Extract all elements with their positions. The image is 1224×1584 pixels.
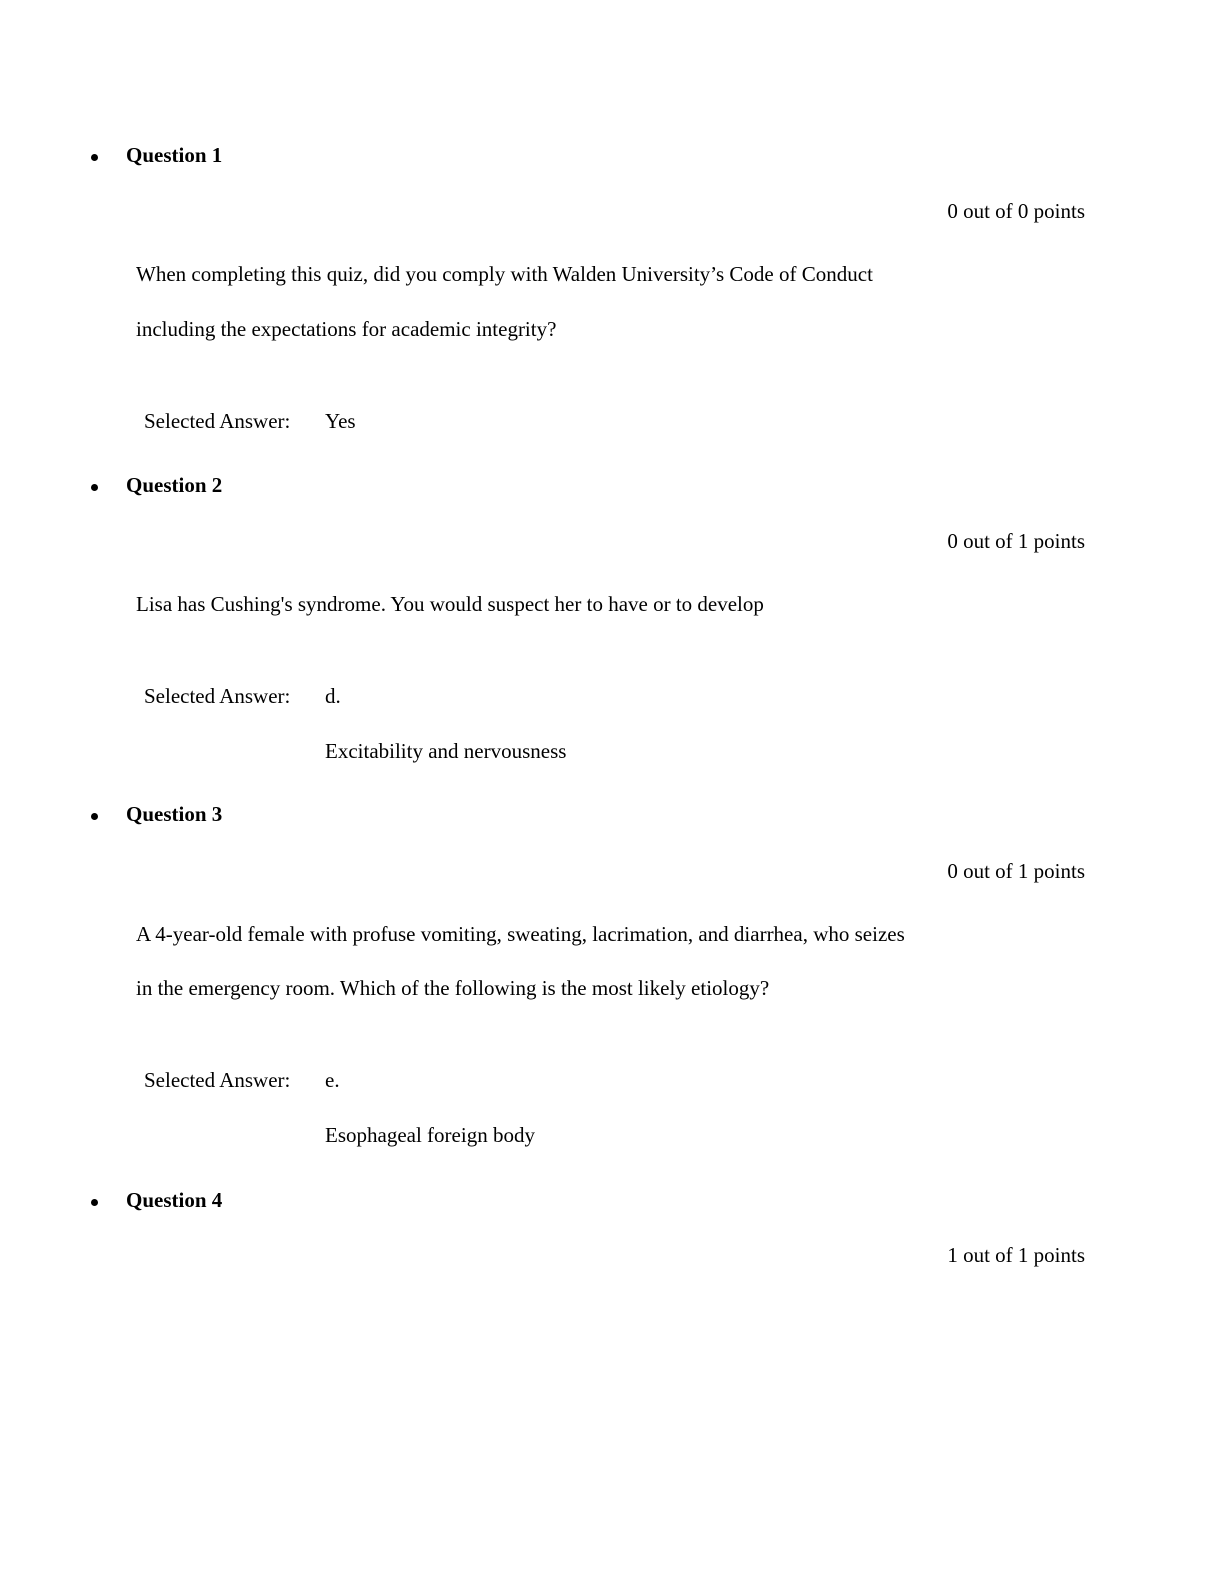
question-title: Question 1 bbox=[126, 143, 223, 167]
selected-answer-text: Esophageal foreign body bbox=[325, 1123, 535, 1147]
question-text-line: including the expectations for academic integrity? bbox=[136, 317, 557, 341]
question-title: Question 2 bbox=[126, 473, 223, 497]
bullet-icon bbox=[91, 813, 98, 820]
selected-answer-letter: d. bbox=[325, 684, 341, 708]
question-text-line: Lisa has Cushing's syndrome. You would suspect her to have or to develop bbox=[136, 592, 764, 616]
selected-answer-label: Selected Answer: bbox=[144, 684, 291, 708]
question-title: Question 3 bbox=[126, 802, 223, 826]
question-title: Question 4 bbox=[126, 1188, 223, 1212]
selected-answer-label: Selected Answer: bbox=[144, 1068, 291, 1092]
selected-answer-value: Yes bbox=[325, 409, 356, 433]
question-text-line: in the emergency room. Which of the following is the most likely etiology? bbox=[136, 976, 770, 1000]
question-points: 0 out of 1 points bbox=[947, 529, 1085, 553]
question-text-line: A 4-year-old female with profuse vomiting, sweating, lacrimation, and diarrhea, who seizes bbox=[136, 922, 905, 946]
question-text-line: When completing this quiz, did you comply with Walden University’s Code of Conduct bbox=[136, 262, 873, 286]
question-points: 0 out of 1 points bbox=[947, 859, 1085, 883]
selected-answer-letter: e. bbox=[325, 1068, 340, 1092]
question-points: 1 out of 1 points bbox=[947, 1243, 1085, 1267]
selected-answer-text: Excitability and nervousness bbox=[325, 739, 567, 763]
bullet-icon bbox=[91, 1199, 98, 1206]
bullet-icon bbox=[91, 154, 98, 161]
bullet-icon bbox=[91, 484, 98, 491]
selected-answer-label: Selected Answer: bbox=[144, 409, 291, 433]
question-points: 0 out of 0 points bbox=[947, 199, 1085, 223]
